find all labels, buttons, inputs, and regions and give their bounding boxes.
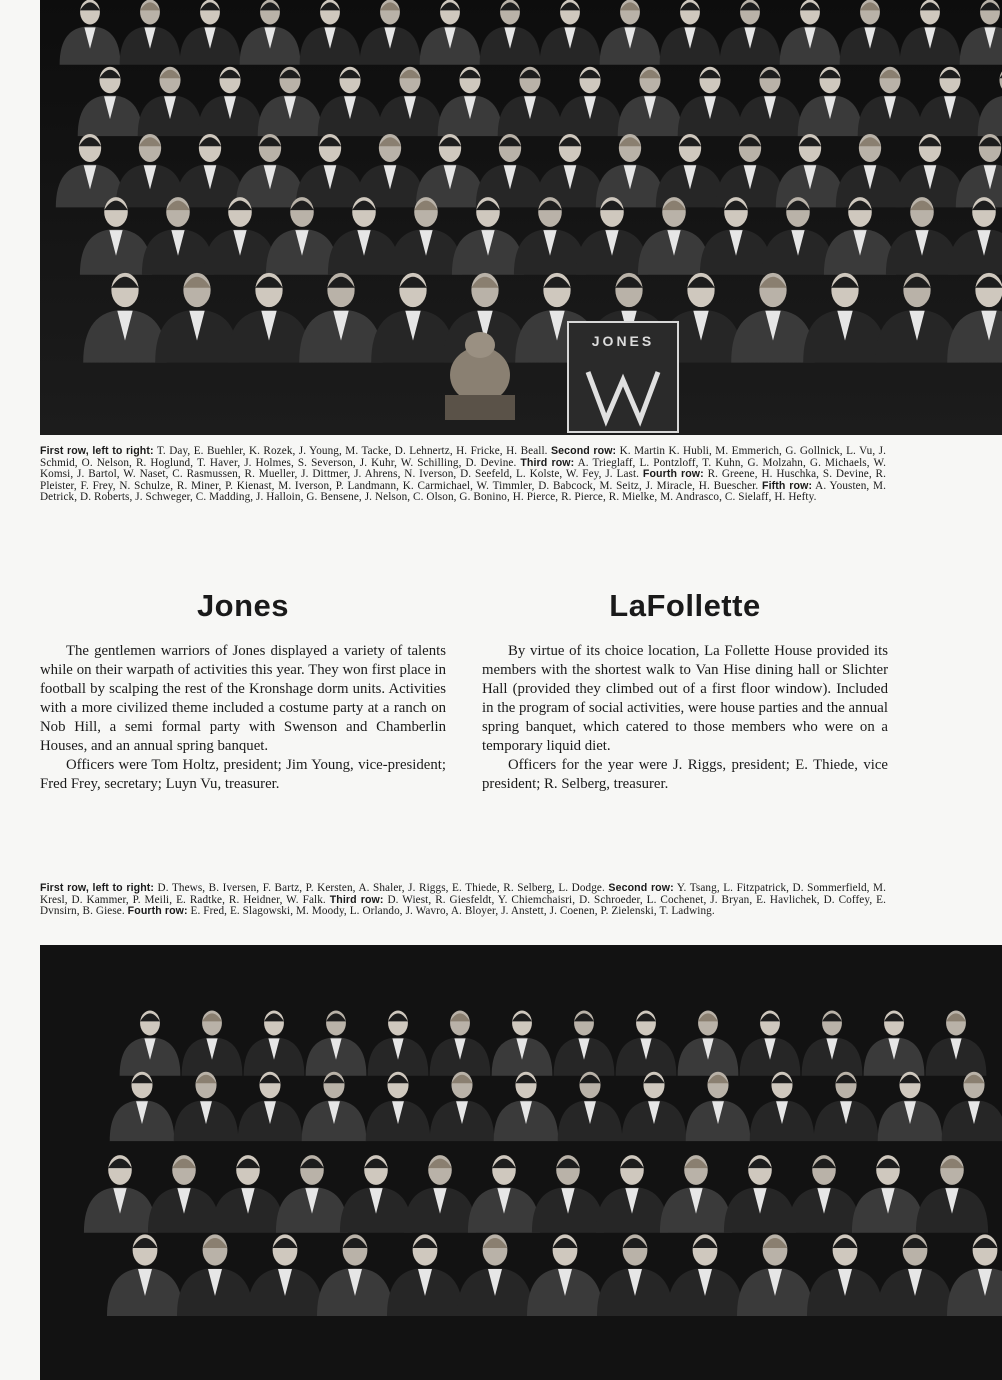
caption-row-names: R. Greene, H. Huschka, S. Devine, R. Pleister, F. Frey, N. Schulze, R. Miner, P. Kienast, M. Iverson, P. Landmann, K. Carmichael, W. Timmler, D. Babcock, M. Seitz, J. Miracle, H. Buescher.	[40, 468, 886, 492]
lafollette-photo-graphic	[40, 945, 1002, 1380]
caption-row-label: First row, left to right:	[40, 882, 155, 894]
lafollette-article	[482, 588, 888, 794]
caption-row-label: First row, left to right:	[40, 445, 154, 457]
caption-row-label: Fifth row:	[762, 479, 813, 492]
caption-row-label: Second row:	[608, 882, 674, 894]
caption-row-names: T. Day, E. Buehler, K. Rozek, J. Young, M. Tacke, D. Lehnertz, H. Fricke, H. Beall.	[153, 445, 551, 457]
jones-paragraph-1: The gentlemen warriors of Jones displayed a variety of talents while on their warpath of activities this year. They won first place in football by scalping the rest of the Kronshage dorm units. Activities with a more civilized theme included a costume party at a ranch on Nob Hill, a semi formal party with Swenson and Chamberlin Houses, and an annual spring banquet.	[40, 643, 446, 754]
jones-article	[40, 588, 446, 794]
lafollette-paragraph-2: Officers for the year were J. Riggs, president; E. Thiede, vice president; R. Selberg, treasurer.	[482, 757, 888, 792]
jones-photo-graphic	[40, 0, 1002, 435]
jones-photo-caption	[40, 446, 886, 504]
lafollette-group-photo	[40, 945, 1002, 1380]
caption-row-label: Third row:	[520, 456, 575, 469]
caption-row-label: Fourth row:	[642, 468, 704, 481]
lafollette-paragraph-1: By virtue of its choice location, La Follette House provided its members with the shortest walk to Van Hise dining hall or Slichter Hall (provided they climbed out of a first floor window). Included in the program of social activities, were house parties and the annual spring banquet, which catered to those members who were on a temporary liquid diet.	[482, 643, 888, 754]
caption-row-names: Y. Tsang, L. Fitzpatrick, D. Sommerfield, M. Kresl, D. Kammer, P. Meili, E. Radtke, R. Heidner, W. Falk.	[40, 882, 887, 906]
caption-row-names: A. Trieglaff, L. Pontzloff, T. Kuhn, G. Molzahn, G. Michaels, W. Komsi, J. Bartol, W. Naset, C. Rasmussen, R. Mueller, J. Dittmer, J. Ahrens, N. Iverson, D. Seefeld, L. Kolste, W. Fey, J. Last.	[40, 456, 886, 481]
caption-row-label: Second row:	[551, 445, 617, 457]
jones-paragraph-2: Officers were Tom Holtz, president; Jim Young, vice-president; Fred Frey, secretary; Luyn Vu, treasurer.	[40, 757, 446, 792]
caption-row-names: K. Martin K. Hubli, M. Emmerich, G. Gollnick, L. Vu, J. Schmid, O. Nelson, R. Hoglund, T. Haver, J. Holmes, S. Severson, J. Kuhr, W. Schilling, D. Devine.	[40, 445, 886, 469]
caption-row-names: D. Thews, B. Iversen, F. Bartz, P. Kersten, A. Shaler, J. Riggs, E. Thiede, R. Selberg, L. Dodge.	[154, 882, 609, 894]
caption-row-label: Fourth row:	[127, 905, 188, 918]
caption-row-names: D. Wiest, R. Giesfeldt, Y. Chiemchaisri, D. Schroeder, L. Cochenet, J. Bryan, E. Havlichek, D. Coffey, E. Dvnsirn, B. Giese.	[40, 893, 886, 918]
caption-row-names: A. Yousten, M. Detrick, D. Roberts, J. Schweger, C. Madding, J. Halloin, G. Bensene, J. Nelson, C. Olson, G. Bonino, H. Pierce, R. Pierce, R. Mielke, M. Andrasco, C. Sielaff, H. Hefty.	[40, 479, 886, 504]
jones-banner	[568, 322, 678, 432]
jones-title: Jones	[196, 588, 290, 623]
lafollette-title: LaFollette	[609, 588, 761, 623]
jones-group-photo	[40, 0, 1002, 435]
caption-row-names: E. Fred, E. Slagowski, M. Moody, L. Orlando, J. Wavro, A. Bloyer, J. Anstett, J. Coenen, P. Zielenski, T. Ladwing.	[187, 905, 715, 918]
lafollette-photo-caption	[40, 883, 886, 918]
caption-row-label: Third row:	[329, 893, 384, 906]
jones-banner-text: JONES	[591, 333, 655, 349]
